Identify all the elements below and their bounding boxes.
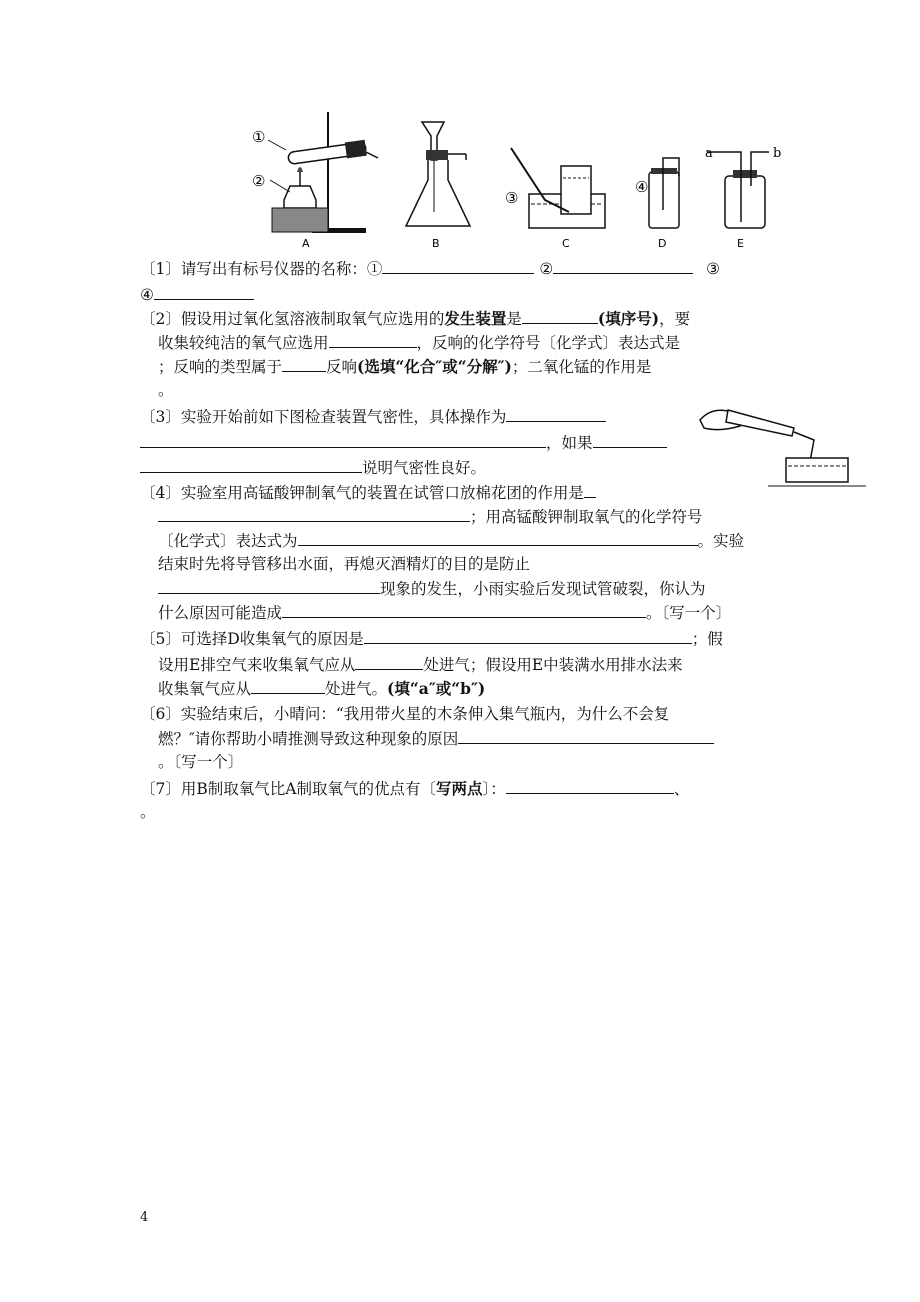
q4-line3: 〔化学式〕表达式为 。实验	[158, 528, 744, 553]
q4-blank-1[interactable]	[584, 480, 596, 498]
q4-line2: ；用高锰酸钾制取氧气的化学符号	[158, 504, 703, 529]
label-c: C	[562, 237, 570, 250]
q3-line3: 说明气密性良好。	[140, 455, 486, 480]
apparatus-d	[615, 100, 695, 252]
airtight-check-figure	[698, 400, 868, 492]
q6-blank-1[interactable]	[458, 726, 714, 744]
apparatus-b	[400, 100, 490, 252]
apparatus-c	[505, 100, 625, 252]
q1-line1: 〔1〕请写出有标号仪器的名称：① ② ③	[140, 256, 720, 281]
q2-line3: ；反响的类型属于 反响(选填“化合″或“分解″)；二氧化锰的作用是	[158, 354, 651, 379]
label-a: A	[302, 237, 310, 250]
q3-blank-3[interactable]	[593, 430, 667, 448]
q2-blank-3[interactable]	[282, 354, 326, 372]
page-number: 4	[140, 1210, 149, 1225]
q6-line2: 燃？″请你帮助小晴推测导致这种现象的原因	[158, 726, 714, 751]
q3-line2: ，如果	[140, 430, 667, 455]
q4-blank-5[interactable]	[282, 600, 646, 618]
q6-line3: 。〔写一个〕	[158, 753, 244, 771]
q6-line1: 〔6〕实验结束后，小晴问：“我用带火星的木条伸入集气瓶内，为什么不会复	[140, 705, 670, 723]
q2-line1: 〔2〕假设用过氧化氢溶液制取氧气应选用的发生装置是 (填序号)，要	[140, 306, 690, 331]
label-e: E	[737, 237, 744, 250]
label-b: B	[432, 237, 440, 250]
q2-line4: 。	[158, 381, 174, 399]
q5-blank-3[interactable]	[251, 676, 325, 694]
apparatus-figure	[250, 100, 790, 252]
marker-4: ④	[635, 178, 649, 196]
q5-line3: 收集氧气应从 处进气。(填“a″或“b″)	[158, 676, 485, 701]
apparatus-a	[250, 100, 380, 252]
q1-blank-1[interactable]	[382, 256, 534, 274]
q4-line4: 结束时先将导管移出水面，再熄灭酒精灯的目的是防止	[158, 555, 531, 573]
port-b: b	[773, 146, 782, 161]
q2-line2: 收集较纯洁的氧气应选用 ，反响的化学符号〔化学式〕表达式是	[158, 330, 680, 355]
q1-blank-4[interactable]	[154, 282, 254, 300]
q7-blank-1[interactable]	[506, 776, 674, 794]
q7-line1: 〔7〕用B制取氧气比A制取氧气的优点有〔写两点〕： 、	[140, 776, 689, 801]
port-a: a	[705, 146, 713, 161]
q3-blank-2[interactable]	[140, 430, 546, 448]
q3-line1: 〔3〕实验开始前如下图检查装置气密性，具体操作为	[140, 404, 606, 429]
q1-line2: ④	[140, 282, 254, 307]
marker-1: ①	[252, 128, 266, 146]
apparatus-e	[705, 100, 795, 252]
q7-line2: 。	[140, 803, 156, 821]
q4-blank-4[interactable]	[158, 576, 380, 594]
label-d: D	[658, 237, 667, 250]
q5-line2: 设用E排空气来收集氧气应从 处进气；假设用E中装满水用排水法来	[158, 652, 683, 677]
marker-2: ②	[252, 172, 266, 190]
q1-blank-2[interactable]	[553, 256, 693, 274]
q3-blank-4[interactable]	[140, 455, 362, 473]
q4-line5: 现象的发生，小雨实验后发现试管破裂，你认为	[158, 576, 706, 601]
q2-blank-2[interactable]	[329, 330, 417, 348]
marker-3: ③	[505, 189, 519, 207]
q4-line6: 什么原因可能造成 。〔写一个〕	[158, 600, 731, 625]
q4-line1: 〔4〕实验室用高锰酸钾制氧气的装置在试管口放棉花团的作用是	[140, 480, 596, 505]
q2-blank-1[interactable]	[522, 306, 598, 324]
q5-blank-1[interactable]	[364, 626, 692, 644]
q3-blank-1[interactable]	[506, 404, 606, 422]
q4-blank-2[interactable]	[158, 504, 470, 522]
q5-blank-2[interactable]	[355, 652, 423, 670]
q4-blank-3[interactable]	[298, 528, 698, 546]
q5-line1: 〔5〕可选择D收集氧气的原因是 ；假	[140, 626, 723, 651]
